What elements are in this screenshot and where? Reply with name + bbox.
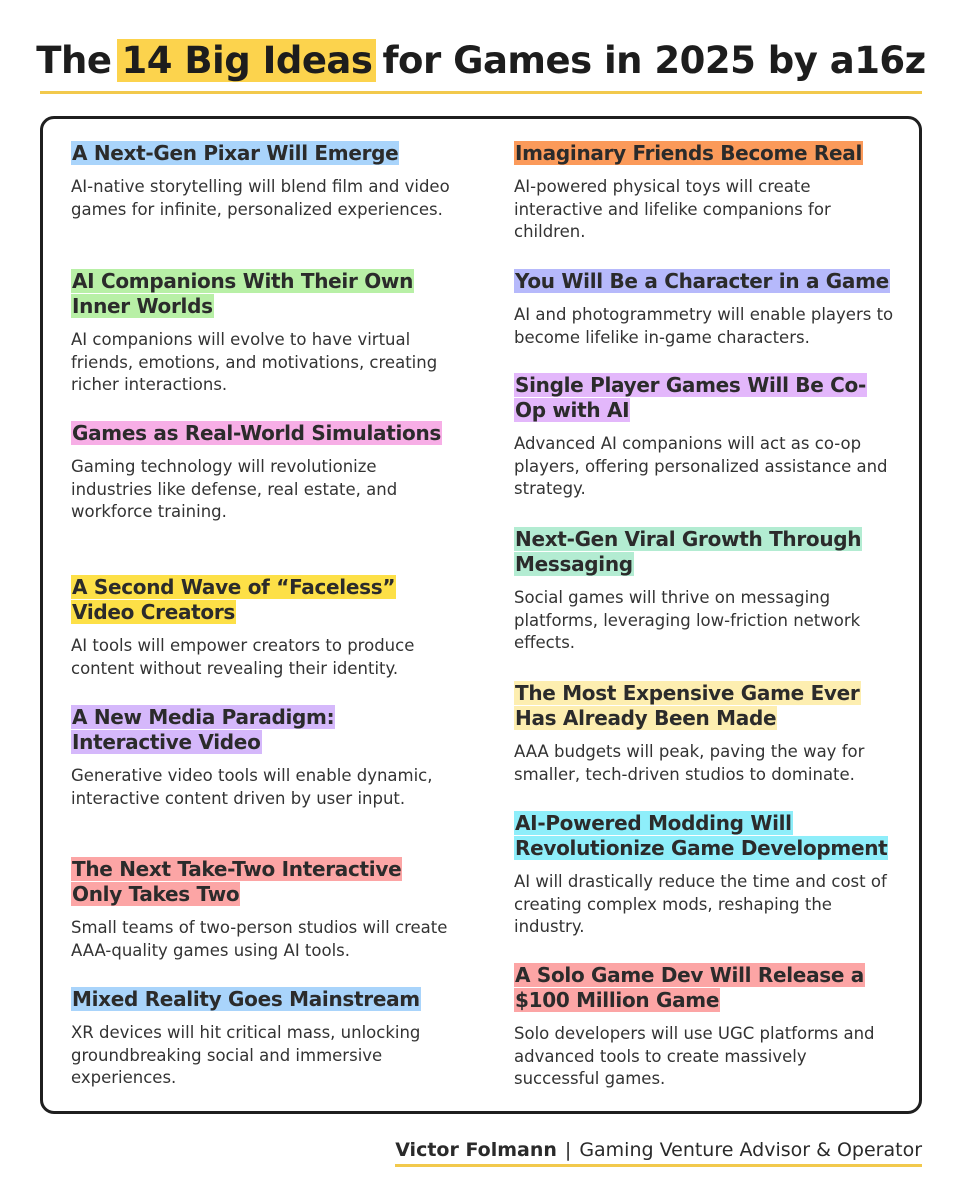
idea-heading: AI Companions With Their Own Inner Worlds — [72, 269, 414, 318]
idea-description: Social games will thrive on messaging platforms, leveraging low-friction network effects. — [514, 588, 861, 652]
idea-description: AI will drastically reduce the time and cost of creating complex mods, reshaping the industry. — [514, 872, 887, 936]
idea-heading: Single Player Games Will Be Co-Op with AI — [515, 373, 866, 422]
idea-description: Gaming technology will revolutionize industries like defense, real estate, and workforce training. — [71, 457, 398, 521]
idea-heading: A Solo Game Dev Will Release a $100 Million Game — [515, 963, 864, 1012]
idea-description: AI tools will empower creators to produce content without revealing their identity. — [71, 636, 415, 678]
idea-heading: A New Media Paradigm: Interactive Video — [72, 705, 335, 754]
idea-item — [514, 681, 894, 786]
author-role: Gaming Venture Advisor & Operator — [579, 1139, 922, 1161]
idea-item — [514, 963, 894, 1091]
idea-heading: The Most Expensive Game Ever Has Already Been Made — [515, 681, 860, 730]
idea-heading: The Next Take-Two Interactive Only Takes Two — [72, 857, 402, 906]
idea-heading: You Will Be a Character in a Game — [515, 269, 889, 293]
ideas-card — [40, 116, 922, 1114]
idea-description: XR devices will hit critical mass, unlocking groundbreaking social and immersive experiences. — [71, 1023, 421, 1087]
idea-item — [71, 141, 451, 221]
idea-description: Small teams of two-person studios will create AAA-quality games using AI tools. — [71, 918, 448, 960]
title-post: for Games in 2025 by a16z — [382, 39, 926, 82]
idea-item — [71, 421, 451, 524]
idea-description: AI-powered physical toys will create interactive and lifelike companions for children. — [514, 177, 831, 241]
author-name: Victor Folmann — [395, 1139, 557, 1161]
idea-item — [514, 811, 894, 939]
title-highlight: 14 Big Ideas — [117, 39, 376, 82]
idea-heading: A Second Wave of “Faceless” Video Creators — [72, 575, 396, 624]
idea-item — [514, 141, 894, 244]
idea-item — [71, 269, 451, 397]
idea-item — [71, 705, 451, 810]
idea-heading: A Next-Gen Pixar Will Emerge — [72, 141, 399, 165]
idea-heading: AI-Powered Modding Will Revolutionize Game Development — [515, 811, 888, 860]
idea-description: Generative video tools will enable dynamic, interactive content driven by user input. — [71, 766, 433, 808]
idea-description: AI and photogrammetry will enable players to become lifelike in-game characters. — [514, 305, 894, 347]
credit-separator: | — [564, 1139, 572, 1161]
idea-heading: Imaginary Friends Become Real — [515, 141, 863, 165]
idea-heading: Next-Gen Viral Growth Through Messaging — [515, 527, 862, 576]
idea-item — [514, 527, 894, 655]
idea-description: Solo developers will use UGC platforms and advanced tools to create massively successful games. — [514, 1024, 875, 1088]
idea-item — [71, 575, 451, 680]
idea-item — [71, 987, 451, 1090]
idea-item — [514, 269, 894, 349]
idea-heading: Games as Real-World Simulations — [72, 421, 442, 445]
idea-description: AI companions will evolve to have virtual friends, emotions, and motivations, creating richer interactions. — [71, 330, 438, 394]
idea-item — [514, 373, 894, 501]
idea-item — [71, 857, 451, 962]
idea-description: AI-native storytelling will blend film and video games for infinite, personalized experiences. — [71, 177, 450, 219]
idea-heading: Mixed Reality Goes Mainstream — [72, 987, 420, 1011]
idea-description: Advanced AI companions will act as co-op players, offering personalized assistance and strategy. — [514, 434, 888, 498]
idea-description: AAA budgets will peak, paving the way for smaller, tech-driven studios to dominate. — [514, 742, 865, 784]
author-credit — [395, 1136, 922, 1167]
title-pre: The — [36, 39, 112, 82]
page-title — [36, 30, 926, 94]
